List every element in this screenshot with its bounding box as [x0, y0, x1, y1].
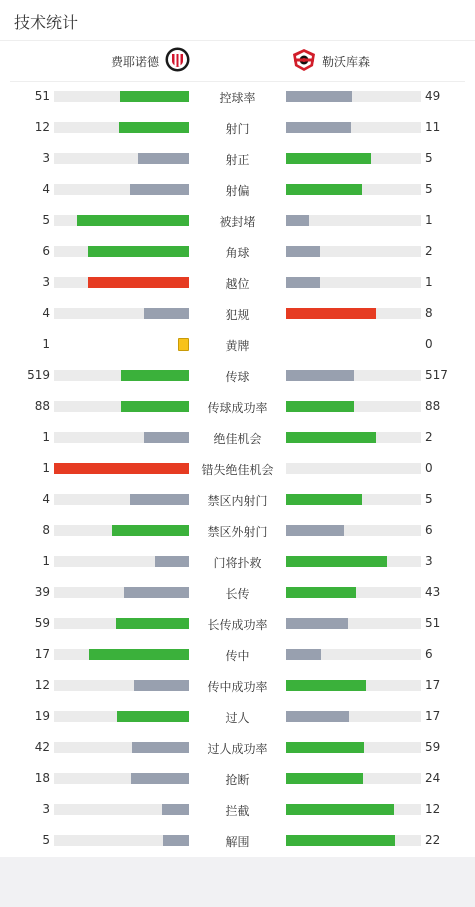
away-bar-fill — [286, 587, 356, 598]
away-bar-track — [286, 91, 421, 102]
away-value: 5 — [425, 151, 433, 165]
away-value: 5 — [425, 492, 433, 506]
home-bar-track — [54, 618, 189, 629]
home-bar-track — [54, 649, 189, 660]
home-bar-fill — [88, 277, 189, 288]
away-value: 0 — [425, 337, 433, 351]
home-bar-fill — [54, 463, 189, 474]
stat-label: 黄牌 — [225, 339, 250, 353]
home-bar-fill — [155, 556, 189, 567]
away-value: 88 — [425, 399, 441, 413]
home-bar-fill — [124, 587, 189, 598]
home-bar-fill — [112, 525, 189, 536]
stat-row — [0, 422, 475, 453]
away-bar-track — [286, 587, 421, 598]
away-bar-fill — [286, 556, 387, 567]
stat-row — [0, 112, 475, 143]
away-bar-fill — [286, 153, 371, 164]
away-value: 12 — [425, 802, 441, 816]
stat-label: 过人成功率 — [207, 742, 268, 756]
away-value: 24 — [425, 771, 441, 785]
stat-label: 长传 — [225, 587, 250, 601]
away-bar-fill — [286, 773, 363, 784]
home-bar-fill — [77, 215, 189, 226]
home-bar-fill — [119, 122, 189, 133]
stat-row — [0, 825, 475, 856]
away-team-logo-icon — [292, 48, 316, 75]
home-value: 4 — [42, 182, 50, 196]
home-bar-track — [54, 215, 189, 226]
stat-row — [0, 577, 475, 608]
away-bar-track — [286, 153, 421, 164]
stat-label: 长传成功率 — [207, 618, 268, 632]
page-title: 技术统计 — [14, 13, 79, 32]
teams-header — [0, 41, 475, 81]
away-value: 1 — [425, 213, 433, 227]
home-value: 42 — [34, 740, 50, 754]
home-value: 6 — [42, 244, 50, 258]
stat-label: 绝佳机会 — [213, 432, 262, 446]
stat-label: 禁区内射门 — [207, 494, 268, 508]
away-bar-track — [286, 308, 421, 319]
home-bar-track — [54, 587, 189, 598]
away-bar-track — [286, 184, 421, 195]
away-value: 3 — [425, 554, 433, 568]
home-team-name: 费耶诺德 — [110, 54, 159, 69]
away-bar-track — [286, 432, 421, 443]
home-value: 1 — [42, 337, 50, 351]
away-bar-fill — [286, 122, 351, 133]
away-value: 22 — [425, 833, 441, 847]
away-bar-fill — [286, 184, 362, 195]
away-team-name: 勒沃库森 — [322, 54, 371, 69]
home-bar-fill — [120, 91, 189, 102]
away-bar-fill — [286, 494, 362, 505]
away-bar-fill — [286, 649, 321, 660]
away-bar-track — [286, 401, 421, 412]
home-value: 18 — [34, 771, 50, 785]
away-bar-track — [286, 804, 421, 815]
stat-label: 传中 — [225, 649, 250, 663]
away-value: 0 — [425, 461, 433, 475]
home-bar-fill — [130, 184, 189, 195]
away-bar-track — [286, 246, 421, 257]
away-value: 51 — [425, 616, 441, 630]
away-bar-fill — [286, 432, 376, 443]
stat-label: 解围 — [225, 835, 250, 849]
stat-label: 传球成功率 — [207, 401, 268, 415]
stat-label: 抢断 — [225, 773, 250, 787]
away-value: 2 — [425, 244, 433, 258]
home-value: 4 — [42, 492, 50, 506]
home-bar-track — [54, 432, 189, 443]
stat-row — [0, 763, 475, 794]
away-bar-fill — [286, 308, 376, 319]
away-bar-fill — [286, 680, 366, 691]
stat-label: 射正 — [225, 153, 250, 167]
home-bar-fill — [138, 153, 189, 164]
home-bar-fill — [88, 246, 189, 257]
home-team[interactable] — [105, 41, 190, 81]
stat-row — [0, 670, 475, 701]
home-bar-track — [54, 246, 189, 257]
away-bar-track — [286, 463, 421, 474]
stat-row — [0, 236, 475, 267]
home-value: 8 — [42, 523, 50, 537]
away-bar-fill — [286, 370, 354, 381]
stat-label: 传球 — [225, 370, 250, 384]
stat-row — [0, 701, 475, 732]
away-value: 6 — [425, 523, 433, 537]
away-bar-track — [286, 742, 421, 753]
home-bar-fill — [89, 649, 189, 660]
home-bar-track — [54, 370, 189, 381]
home-bar-fill — [121, 370, 189, 381]
home-bar-track — [54, 742, 189, 753]
stat-label: 传中成功率 — [207, 680, 268, 694]
stat-row — [0, 794, 475, 825]
away-bar-track — [286, 680, 421, 691]
stat-label: 犯规 — [225, 308, 250, 322]
away-bar-track — [286, 711, 421, 722]
stat-row — [0, 515, 475, 546]
home-bar-fill — [117, 711, 189, 722]
away-bar-fill — [286, 711, 349, 722]
home-bar-track — [54, 153, 189, 164]
away-bar-track — [286, 525, 421, 536]
away-bar-fill — [286, 277, 320, 288]
home-value: 12 — [34, 120, 50, 134]
away-bar-track — [286, 618, 421, 629]
stat-label: 被封堵 — [219, 215, 256, 229]
home-value: 88 — [34, 399, 50, 413]
away-bar-fill — [286, 401, 354, 412]
away-bar-fill — [286, 835, 395, 846]
home-value: 519 — [27, 368, 50, 382]
away-bar-track — [286, 773, 421, 784]
stat-row — [0, 298, 475, 329]
home-bar-track — [54, 463, 189, 474]
home-value: 3 — [42, 802, 50, 816]
stat-row — [0, 360, 475, 391]
away-bar-track — [286, 370, 421, 381]
home-value: 19 — [34, 709, 50, 723]
away-bar-fill — [286, 246, 320, 257]
home-bar-track — [54, 804, 189, 815]
home-value: 3 — [42, 275, 50, 289]
home-bar-track — [54, 773, 189, 784]
home-team-logo-icon — [165, 47, 190, 75]
stat-label: 错失绝佳机会 — [201, 463, 274, 477]
home-bar-fill — [162, 804, 189, 815]
stat-row — [0, 391, 475, 422]
away-bar-fill — [286, 742, 364, 753]
away-value: 11 — [425, 120, 441, 134]
home-value: 59 — [34, 616, 50, 630]
stat-row — [0, 732, 475, 763]
stat-row — [0, 174, 475, 205]
home-bar-track — [54, 184, 189, 195]
stat-label: 控球率 — [219, 91, 256, 105]
home-bar-track — [54, 556, 189, 567]
away-value: 59 — [425, 740, 441, 754]
stat-label: 射门 — [225, 122, 250, 136]
home-value: 17 — [34, 647, 50, 661]
stat-label: 门将扑救 — [213, 556, 262, 570]
stat-label: 拦截 — [225, 804, 250, 818]
home-bar-track — [54, 91, 189, 102]
home-bar-track — [54, 494, 189, 505]
stat-row — [0, 329, 475, 360]
away-bar-track — [286, 649, 421, 660]
home-value: 3 — [42, 151, 50, 165]
stat-row — [0, 81, 475, 112]
away-bar-fill — [286, 215, 309, 226]
away-team[interactable] — [292, 41, 376, 81]
away-bar-fill — [286, 525, 344, 536]
stat-row — [0, 546, 475, 577]
home-bar-fill — [144, 432, 189, 443]
away-value: 8 — [425, 306, 433, 320]
away-value: 5 — [425, 182, 433, 196]
away-value: 1 — [425, 275, 433, 289]
home-bar-track — [54, 680, 189, 691]
home-bar-track — [54, 122, 189, 133]
away-value: 17 — [425, 678, 441, 692]
away-value: 517 — [425, 368, 448, 382]
home-bar-track — [54, 525, 189, 536]
away-value: 43 — [425, 585, 441, 599]
away-bar-track — [286, 556, 421, 567]
stat-row — [0, 453, 475, 484]
away-value: 17 — [425, 709, 441, 723]
away-bar-fill — [286, 804, 394, 815]
stat-label: 越位 — [225, 277, 250, 291]
stat-label: 射偏 — [225, 184, 250, 198]
stat-row — [0, 143, 475, 174]
stat-row — [0, 205, 475, 236]
stat-row — [0, 484, 475, 515]
away-bar-track — [286, 277, 421, 288]
stat-label: 过人 — [225, 711, 250, 725]
home-value: 39 — [34, 585, 50, 599]
home-bar-fill — [132, 742, 189, 753]
home-bar-fill — [130, 494, 189, 505]
home-value: 1 — [42, 554, 50, 568]
home-bar-track — [54, 711, 189, 722]
home-bar-fill — [131, 773, 189, 784]
home-value: 1 — [42, 430, 50, 444]
home-value: 51 — [34, 89, 50, 103]
yellow-card-icon — [178, 338, 189, 351]
away-bar-fill — [286, 618, 348, 629]
home-bar-track — [54, 401, 189, 412]
away-bar-track — [286, 835, 421, 846]
stat-row — [0, 608, 475, 639]
home-value: 5 — [42, 833, 50, 847]
home-bar-track — [54, 277, 189, 288]
home-value: 5 — [42, 213, 50, 227]
home-value: 1 — [42, 461, 50, 475]
away-bar-track — [286, 122, 421, 133]
away-bar-track — [286, 494, 421, 505]
away-bar-track — [286, 215, 421, 226]
home-bar-fill — [134, 680, 189, 691]
away-value: 2 — [425, 430, 433, 444]
home-bar-fill — [116, 618, 189, 629]
stat-label: 角球 — [225, 246, 250, 260]
home-value: 4 — [42, 306, 50, 320]
home-bar-track — [54, 835, 189, 846]
away-value: 49 — [425, 89, 441, 103]
home-value: 12 — [34, 678, 50, 692]
stat-row — [0, 639, 475, 670]
home-bar-track — [54, 308, 189, 319]
stat-row — [0, 267, 475, 298]
stat-label: 禁区外射门 — [207, 525, 268, 539]
home-bar-fill — [144, 308, 189, 319]
home-bar-fill — [163, 835, 189, 846]
home-bar-fill — [121, 401, 189, 412]
away-bar-fill — [286, 91, 352, 102]
away-value: 6 — [425, 647, 433, 661]
